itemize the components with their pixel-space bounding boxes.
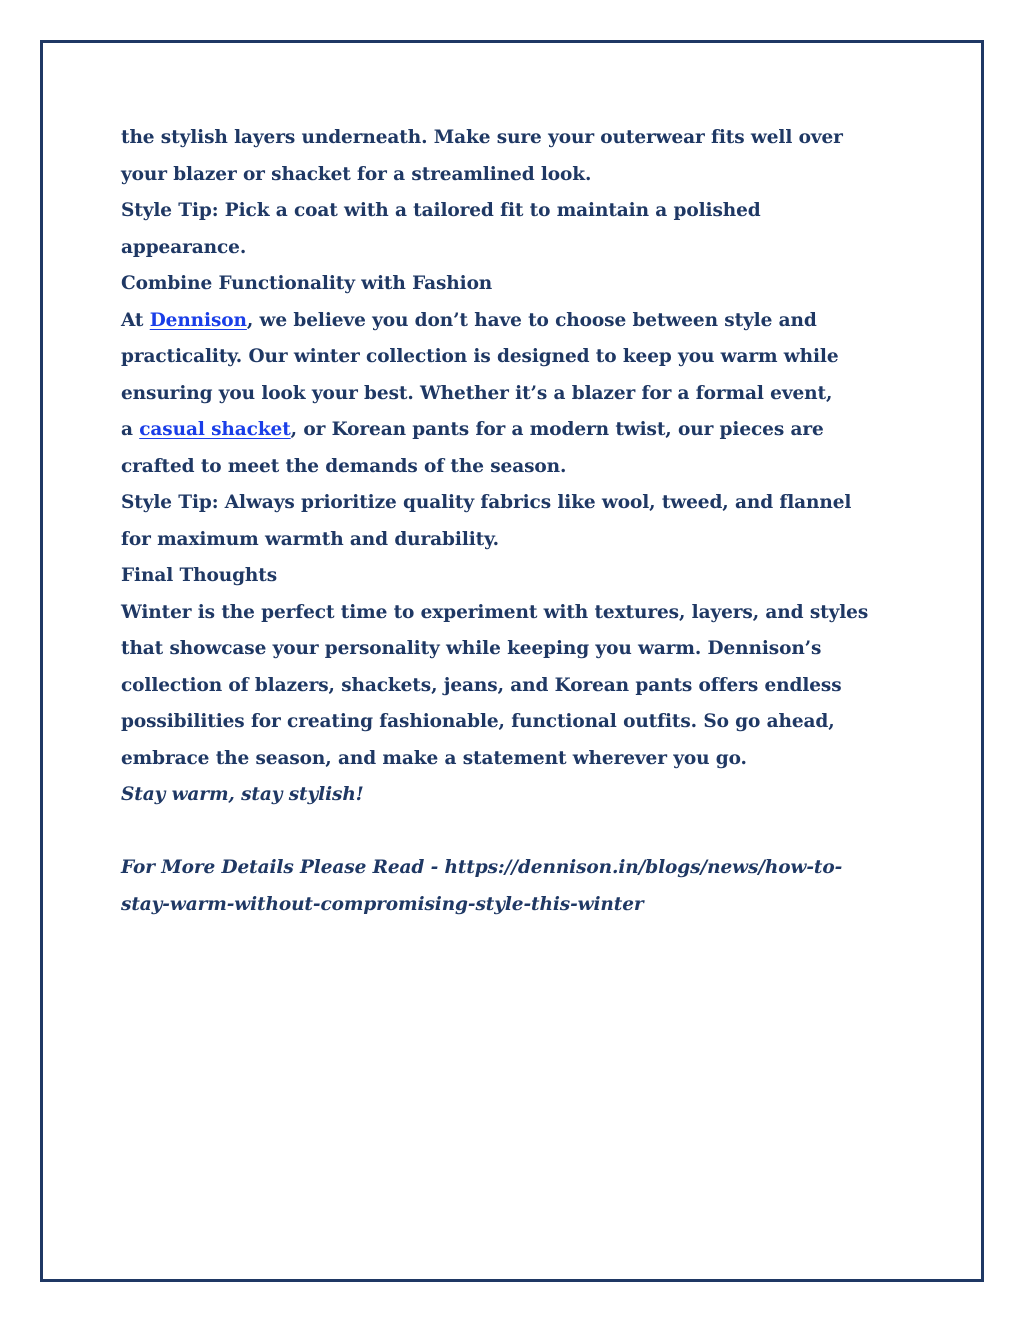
style-tip-coat-line: Style Tip: Pick a coat with a tailored fit to maintain a polished [121,200,761,221]
final-paragraph-line: collection of blazers, shackets, jeans, and Korean pants offers endless [121,674,842,696]
heading-combine-functionality: Combine Functionality with Fashion [121,273,493,294]
combine-paragraph-line [121,303,911,340]
style-tip-fabrics-line: Style Tip: Always prioritize quality fabrics like wool, tweed, and flannel [121,492,852,513]
heading-final-thoughts: Final Thoughts [121,565,278,586]
combine-paragraph-line [121,412,911,449]
combine-prefix-text: At [121,309,150,331]
document-body [121,120,911,923]
intro-text-line: the stylish layers underneath. Make sure your outerwear fits well over [121,127,843,148]
more-details-line: stay-warm-without-compromising-style-this-winter [121,893,644,915]
paragraph-spacer [121,814,911,851]
combine-paragraph-line: ensuring you look your best. Whether it’s a blazer for a formal event, [121,382,833,404]
signoff-text: Stay warm, stay stylish! [121,784,364,805]
combine-paragraph-line: practicality. Our winter collection is designed to keep you warm while [121,346,839,367]
final-paragraph-line: that showcase your personality while keeping you warm. Dennison’s [121,638,822,659]
casual-shacket-link[interactable]: casual shacket [139,419,291,440]
dennison-link[interactable]: Dennison [149,309,247,331]
intro-text-line: your blazer or shacket for a streamlined look. [121,163,592,185]
style-tip-fabrics-line: for maximum warmth and durability. [121,528,499,550]
final-paragraph-line: Winter is the perfect time to experiment with textures, layers, and styles [121,601,869,623]
style-tip-coat-line: appearance. [121,236,247,258]
combine-suffix-text: , or Korean pants for a modern twist, our pieces are [290,419,824,440]
more-details-line: For More Details Please Read - https://dennison.in/blogs/news/how-to- [121,857,843,878]
combine-suffix-text: , we believe you don’t have to choose between style and [246,309,817,331]
final-paragraph-line: possibilities for creating fashionable, functional outfits. So go ahead, [121,711,835,732]
combine-prefix-text: a [121,419,140,440]
combine-paragraph-line: crafted to meet the demands of the season. [121,455,567,477]
final-paragraph-line: embrace the season, and make a statement wherever you go. [121,747,747,769]
